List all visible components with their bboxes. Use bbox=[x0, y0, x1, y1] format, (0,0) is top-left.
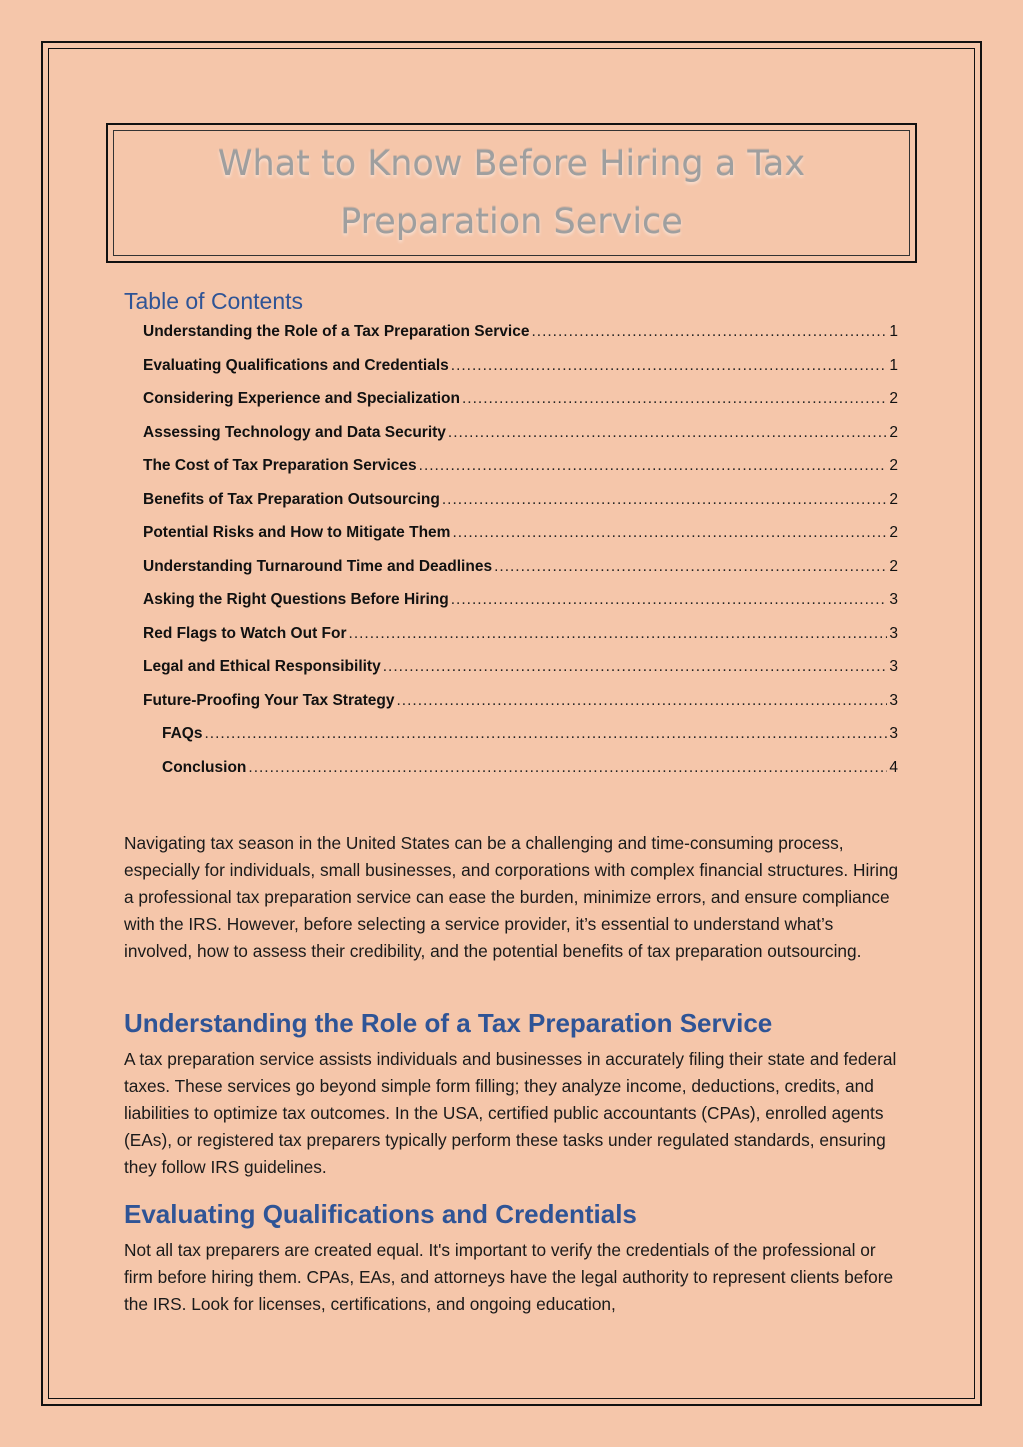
toc-leader-dots bbox=[494, 558, 887, 576]
toc-item-label[interactable]: Considering Experience and Specialization bbox=[143, 390, 460, 407]
toc-item-label[interactable]: Future-Proofing Your Tax Strategy bbox=[143, 692, 395, 709]
toc-leader-dots bbox=[462, 390, 887, 408]
toc-item-label[interactable]: Potential Risks and How to Mitigate Them bbox=[143, 524, 451, 541]
toc-item-experience[interactable] bbox=[143, 390, 898, 408]
toc-item-faqs[interactable] bbox=[162, 725, 898, 743]
toc-page-number: 1 bbox=[889, 357, 898, 374]
toc-item-label[interactable]: Benefits of Tax Preparation Outsourcing bbox=[143, 491, 440, 508]
toc-item-label[interactable]: Asking the Right Questions Before Hiring bbox=[143, 591, 449, 608]
toc-leader-dots bbox=[448, 424, 887, 442]
toc-leader-dots bbox=[451, 357, 888, 375]
section-paragraph-role: A tax preparation service assists individuals and businesses in accurately filing their state and federal taxes. These services go beyond simple form filling; they analyze income, deductions, credits, and liabilities to optimize tax outcomes. In the USA, certified public accountants (CPAs), enrolled agents (EAs), or registered tax preparers typically perform these tasks under regulated standards, ensuring they follow IRS guidelines. bbox=[124, 1049, 897, 1177]
toc-item-label[interactable]: Legal and Ethical Responsibility bbox=[143, 658, 381, 675]
toc-page-number: 3 bbox=[889, 658, 898, 675]
toc-leader-dots bbox=[452, 524, 887, 542]
document-title: What to Know Before Hiring a Tax Preparation Service bbox=[217, 144, 806, 242]
toc-page-number: 3 bbox=[889, 591, 898, 608]
toc-heading: Table of Contents bbox=[124, 288, 304, 314]
toc-item-technology[interactable] bbox=[143, 424, 898, 442]
toc-item-questions[interactable] bbox=[143, 591, 898, 609]
toc-item-label[interactable]: Red Flags to Watch Out For bbox=[143, 625, 347, 642]
section-heading-role: Understanding the Role of a Tax Preparation Service bbox=[124, 1008, 773, 1038]
toc-item-label[interactable]: FAQs bbox=[162, 725, 203, 742]
toc-item-conclusion[interactable] bbox=[162, 759, 898, 777]
toc-leader-dots bbox=[451, 591, 888, 609]
toc-page-number: 3 bbox=[889, 625, 898, 642]
toc-item-benefits[interactable] bbox=[143, 491, 898, 509]
title-box bbox=[113, 130, 910, 256]
toc-page-number: 1 bbox=[889, 323, 898, 340]
toc-item-turnaround[interactable] bbox=[143, 558, 898, 576]
toc-item-label[interactable]: Evaluating Qualifications and Credentials bbox=[143, 357, 449, 374]
toc-leader-dots bbox=[531, 323, 887, 341]
toc-leader-dots bbox=[349, 625, 888, 643]
toc-item-label[interactable]: Assessing Technology and Data Security bbox=[143, 424, 446, 441]
toc-leader-dots bbox=[419, 457, 888, 475]
toc-item-qualifications[interactable] bbox=[143, 357, 898, 375]
toc-item-legal[interactable] bbox=[143, 658, 898, 676]
toc-page-number: 2 bbox=[889, 524, 898, 541]
section-heading-qualifications: Evaluating Qualifications and Credentials bbox=[124, 1199, 637, 1229]
toc-page-number: 2 bbox=[889, 558, 898, 575]
toc-leader-dots bbox=[383, 658, 888, 676]
toc-page-number: 2 bbox=[889, 491, 898, 508]
toc-page-number: 3 bbox=[889, 692, 898, 709]
toc-leader-dots bbox=[204, 725, 887, 743]
toc-page-number: 2 bbox=[889, 424, 898, 441]
toc-item-label[interactable]: Understanding the Role of a Tax Preparation Service bbox=[143, 323, 530, 340]
intro-paragraph: Navigating tax season in the United States can be a challenging and time-consuming process, especially for individuals, small businesses, and corporations with complex financial structures. Hiring a professional tax preparation service can ease the burden, minimize errors, and ensure compliance with the IRS. However, before selecting a service provider, it’s essential to understand what’s involved, how to assess their credibility, and the potential benefits of tax preparation outsourcing. bbox=[124, 833, 899, 961]
toc-page-number: 2 bbox=[889, 457, 898, 474]
toc-item-label[interactable]: The Cost of Tax Preparation Services bbox=[143, 457, 417, 474]
toc-leader-dots bbox=[248, 759, 887, 777]
toc-leader-dots bbox=[442, 491, 888, 509]
toc-leader-dots bbox=[396, 692, 887, 710]
toc-item-risks[interactable] bbox=[143, 524, 898, 542]
toc-item-red-flags[interactable] bbox=[143, 625, 898, 643]
toc-page-number: 3 bbox=[889, 725, 898, 742]
toc-item-label[interactable]: Conclusion bbox=[162, 759, 247, 776]
toc-page-number: 4 bbox=[889, 759, 898, 776]
section-paragraph-qualifications: Not all tax preparers are created equal. It's important to verify the credentials of the professional or firm before hiring them. CPAs, EAs, and attorneys have the legal authority to represent clients before the IRS. Look for licenses, certifications, and ongoing education, bbox=[124, 1240, 894, 1314]
toc-item-cost[interactable] bbox=[143, 457, 898, 475]
toc-item-role[interactable] bbox=[143, 323, 898, 341]
toc-page-number: 2 bbox=[889, 390, 898, 407]
toc-item-label[interactable]: Understanding Turnaround Time and Deadlines bbox=[143, 558, 493, 575]
toc-item-future-proofing[interactable] bbox=[143, 692, 898, 710]
